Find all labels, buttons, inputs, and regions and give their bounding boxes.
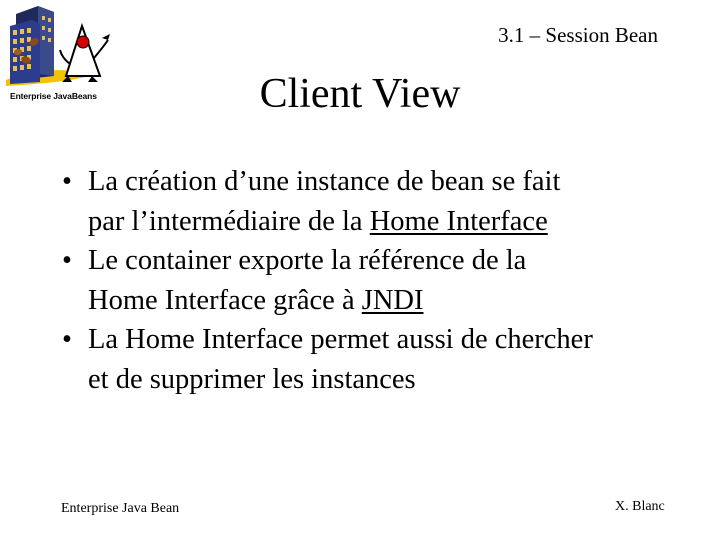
bullet-line: La création d’une instance de bean se fait	[88, 166, 561, 197]
bullet-line: et de supprimer les instances	[88, 363, 416, 395]
bullet-text: Home Interface grâce à	[88, 284, 362, 316]
bullet-item	[62, 320, 682, 399]
footer-left: Enterprise Java Bean	[61, 501, 180, 516]
bullet-line	[88, 202, 682, 242]
bullet-item	[62, 241, 682, 320]
section-title: 3.1 – Session Bean	[498, 23, 658, 47]
home-interface-link: Home Interface	[369, 205, 548, 237]
logo-caption: Enterprise JavaBeans	[10, 91, 97, 101]
bullet-item	[62, 162, 682, 241]
bullet-text: par l’intermédiaire de la	[88, 205, 370, 237]
slide-title	[0, 70, 720, 118]
bullet-icon: •	[62, 245, 72, 276]
slide-title-text: Client View	[259, 71, 461, 117]
bullet-line	[88, 281, 682, 321]
bullet-line: Le container exporte la référence de la	[88, 245, 527, 276]
bullet-list	[62, 162, 682, 399]
bullet-icon: •	[62, 166, 72, 197]
bullet-icon: •	[62, 324, 72, 355]
bullet-line: La Home Interface permet aussi de chercher	[88, 324, 593, 355]
footer-right: X. Blanc	[615, 499, 665, 514]
jndi-link: JNDI	[361, 284, 424, 316]
